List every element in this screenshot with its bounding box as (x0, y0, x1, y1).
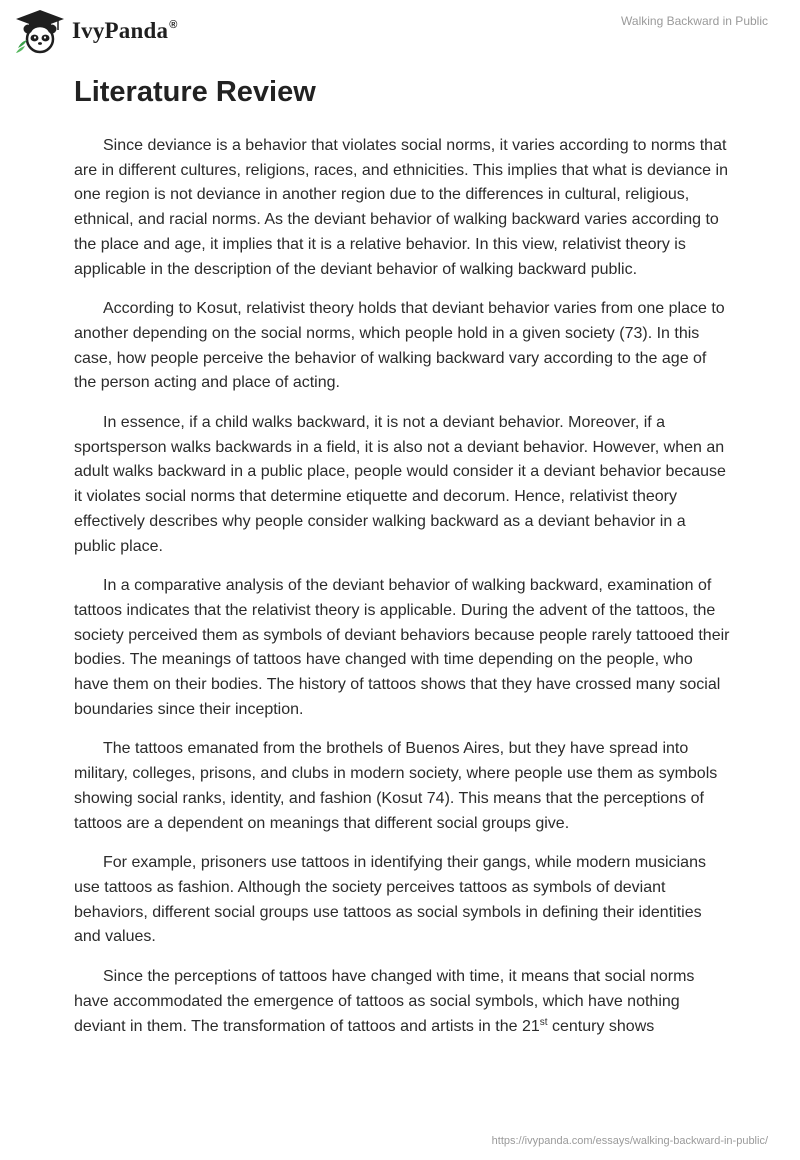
source-url[interactable]: https://ivypanda.com/essays/walking-backward-in-public/ (491, 1135, 768, 1147)
panda-graduate-icon (14, 8, 66, 54)
registered-mark: ® (169, 19, 178, 31)
ordinal-superscript: st (539, 1016, 548, 1028)
paragraph: The tattoos emanated from the brothels of Buenos Aires, but they have spread into military, colleges, prisons, and clubs in modern society, where people use them as symbols showing social ranks, identity, and fashion (Kosut 74). This means that the perceptions of tattoos are a dependent on meanings that different social groups give. (74, 740, 718, 832)
running-title: Walking Backward in Public (621, 14, 768, 28)
article (74, 74, 730, 1054)
paragraph: Since deviance is a behavior that violates social norms, it varies according to norms that are in different cultures, religions, races, and ethnicities. This implies that what is deviance in one region is not deviance in another region due to the differences in cultural, religious, ethnical, and racial norms. As the deviant behavior of walking backward varies according to the place and age, it implies that it is a relative behavior. In this view, relativist theory is applicable in the description of the deviant behavior of walking backward public. (74, 137, 728, 278)
page-header (0, 0, 800, 70)
paragraph: According to Kosut, relativist theory holds that deviant behavior varies from one place to another depending on the social norms, which people hold in a given society (73). In this case, how people perceive the behavior of walking backward vary according to the age of the person acting and place of acting. (74, 300, 725, 392)
article-body (74, 134, 730, 1039)
ivypanda-logo[interactable] (14, 8, 178, 54)
section-heading: Literature Review (74, 76, 316, 108)
paragraph: For example, prisoners use tattoos in identifying their gangs, while modern musicians use tattoos as fashion. Although the society perceives tattoos as symbols of deviant behaviors, different social groups use tattoos as social symbols in defining their identities and values. (74, 854, 706, 946)
paragraph: In a comparative analysis of the deviant behavior of walking backward, examination of tattoos indicates that the relativist theory is applicable. During the advent of the tattoos, the society perceived them as symbols of deviant behaviors because people rarely tattooed their bodies. The meanings of tattoos have changed with time depending on the people, who have them on their bodies. The history of tattoos shows that they have crossed many social boundaries since their inception. (74, 577, 730, 718)
paragraph-last: Since the perceptions of tattoos have changed with time, it means that social norms have accommodated the emergence of tattoos as social symbols, which have nothing deviant in them. The transformation of tattoos and artists in the 21st century shows (74, 968, 695, 1035)
paragraph: In essence, if a child walks backward, it is not a deviant behavior. Moreover, if a sportsperson walks backwards in a field, it is also not a deviant behavior. However, when an adult walks backward in a public place, people would consider it a deviant behavior because it violates social norms that determine etiquette and decorum. Hence, relativist theory effectively describes why people consider walking backward as a deviant behavior in a public place. (74, 414, 726, 555)
brand-name: IvyPanda® (72, 18, 178, 43)
